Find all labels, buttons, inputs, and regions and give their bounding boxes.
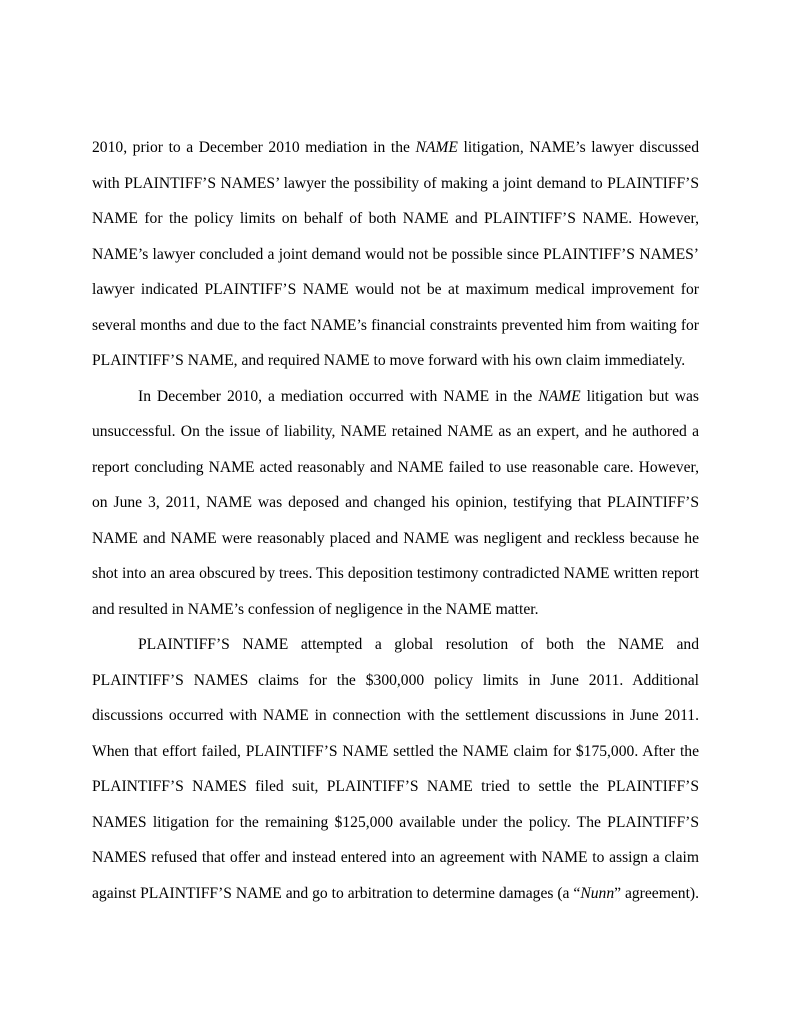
case-name-italic: NAME xyxy=(415,139,458,156)
text-run: ” agreement). xyxy=(614,884,699,902)
paragraph-2 xyxy=(92,379,699,628)
document-page xyxy=(92,130,699,911)
text-run: PLAINTIFF’S NAME attempted a global resolution of both the NAME and PLAINTIFF’S NAMES claims for the $300,000 policy limits in June 2011. Additional discussions occurred with NAME in connection with the settlement discussions in June 2011. When that effort failed, PLAINTIFF’S NAME settled the NAME claim for $175,000. After the PLAINTIFF’S NAMES filed suit, PLAINTIFF’S NAME tried to settle the PLAINTIFF’S NAMES litigation for the remaining $125,000 available under the policy. The PLAINTIFF’S NAMES refused that offer and instead entered into an agreement with NAME to assign a claim against PLAINTIFF’S NAME and go to arbitration to determine damages (a “ xyxy=(92,636,699,902)
text-run: In December 2010, a mediation occurred with NAME in the xyxy=(138,387,539,405)
text-run: 2010, prior to a December 2010 mediation in the xyxy=(92,139,416,156)
paragraph-3 xyxy=(92,627,699,911)
text-run: litigation, NAME’s lawyer discussed with PLAINTIFF’S NAMES’ lawyer the possibility of making a joint demand to PLAINTIFF’S NAME for the policy limits on behalf of both NAME and PLAINTIFF’S NAME. However, NAME’s lawyer concluded a joint demand would not be possible since PLAINTIFF’S NAMES’ lawyer indicated PLAINTIFF’S NAME would not be at maximum medical improvement for several months and due to the fact NAME’s financial constraints prevented him from waiting for PLAINTIFF’S NAME, and required NAME to move forward with his own claim immediately. xyxy=(92,139,700,369)
paragraph-1 xyxy=(92,130,699,379)
case-name-italic: Nunn xyxy=(580,884,615,902)
case-name-italic: NAME xyxy=(538,387,581,405)
text-run: litigation but was unsuccessful. On the issue of liability, NAME retained NAME as an expert, and he authored a report concluding NAME acted reasonably and NAME failed to use reasonable care. However, on June 3, 2011, NAME was deposed and changed his opinion, testifying that PLAINTIFF’S NAME and NAME were reasonably placed and NAME was negligent and reckless because he shot into an area obscured by trees. This deposition testimony contradicted NAME written report and resulted in NAME’s confession of negligence in the NAME matter. xyxy=(92,387,700,618)
